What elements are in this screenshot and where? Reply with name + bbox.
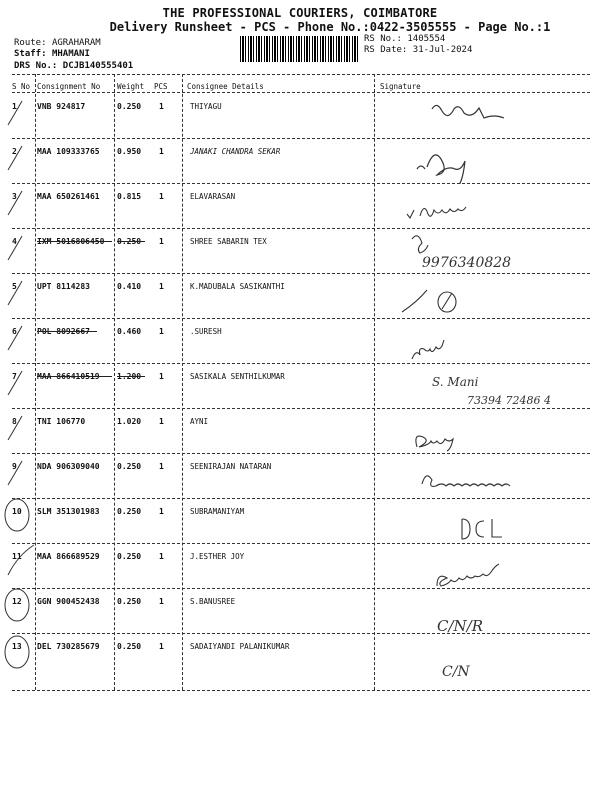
row-consignment: MAA 650261461: [37, 192, 100, 201]
table-row: [12, 94, 590, 139]
row-pcs: 1: [159, 642, 164, 651]
drs-value: DCJB140555401: [62, 61, 134, 71]
row-pcs: 1: [159, 327, 164, 336]
row-pcs: 1: [159, 597, 164, 606]
rs-date-label: RS Date:: [364, 45, 408, 55]
col-consignee: Consignee Details: [187, 82, 264, 91]
row-pcs: 1: [159, 462, 164, 471]
signature-text: C/N/R: [437, 617, 484, 634]
row-consignee: SUBRAMANIYAM: [190, 507, 245, 516]
row-weight: 0.250: [117, 642, 142, 651]
table-row: [12, 274, 590, 319]
rs-no-value: 1405554: [407, 34, 446, 44]
row-weight: 0.250: [117, 552, 142, 561]
route-label: Route:: [14, 38, 47, 48]
row-consignee: ELAVARASAN: [190, 192, 236, 201]
row-weight: 1.020: [117, 417, 142, 426]
signature-image: [392, 364, 587, 409]
row-weight: 0.250: [117, 102, 142, 111]
row-consignee: .SURESH: [190, 327, 222, 336]
row-pcs: 1: [159, 147, 164, 156]
row-weight: 0.410: [117, 282, 142, 291]
signature-image: [392, 499, 587, 544]
col-consignment: Consignment No: [37, 82, 101, 91]
row-consignee: S.BANUSREE: [190, 597, 236, 606]
row-pcs: 1: [159, 192, 164, 201]
signature-image: [392, 544, 587, 589]
row-pcs: 1: [159, 552, 164, 561]
table-row: [12, 229, 590, 274]
signature-image: [392, 589, 587, 634]
company-title: THE PROFESSIONAL COURIERS, COIMBATORE: [162, 6, 438, 20]
table-row: [12, 364, 590, 409]
row-consignee: J.ESTHER JOY: [190, 552, 245, 561]
row-sno: 8: [12, 417, 17, 426]
row-sno: 6: [12, 327, 17, 336]
table-row: [12, 319, 590, 364]
drs-line: [14, 61, 133, 71]
row-consignment: MAA 866689529: [37, 552, 100, 561]
row-consignment: MAA 109333765: [37, 147, 100, 156]
signature-image: [392, 454, 587, 499]
row-consignee: AYNI: [190, 417, 209, 426]
signature-image: [392, 94, 587, 139]
row-consignment: DEL 730285679: [37, 642, 100, 651]
signature-image: [392, 319, 587, 364]
table-row: [12, 409, 590, 454]
row-sno: 9: [12, 462, 17, 471]
col-pcs: PCS: [154, 82, 168, 91]
row-consignee: SADAIYANDI PALANIKUMAR: [190, 642, 290, 651]
signature-image: [392, 634, 587, 690]
row-weight: 0.460: [117, 327, 142, 336]
strike-through: [117, 376, 145, 377]
row-consignment: UPT 8114283: [37, 282, 90, 291]
row-consignment: VNB 924817: [37, 102, 86, 111]
rs-date-line: [364, 45, 472, 55]
signature-image: [392, 274, 587, 319]
row-weight: 0.815: [117, 192, 142, 201]
drs-label: DRS No.:: [14, 61, 58, 71]
signature-phone: 73394 72486 4: [467, 394, 551, 407]
row-weight: 0.250: [117, 462, 142, 471]
row-weight: 0.250: [117, 597, 142, 606]
table-row: [12, 589, 590, 634]
row-consignee: THIYAGU: [190, 102, 222, 111]
row-consignee: JANAKI CHANDRA SEKAR: [190, 147, 281, 156]
col-signature: Signature: [380, 82, 421, 91]
row-weight: 0.950: [117, 147, 142, 156]
route-value: AGRAHARAM: [51, 38, 101, 48]
row-pcs: 1: [159, 102, 164, 111]
row-sno: 5: [12, 282, 17, 291]
rs-no-line: [364, 34, 445, 44]
table-row: [12, 499, 590, 544]
row-consignment: TNI 106770: [37, 417, 86, 426]
row-consignment: NDA 906309040: [37, 462, 100, 471]
row-sno: 12: [12, 597, 22, 606]
route-line: [14, 38, 101, 48]
signature-image: [392, 409, 587, 454]
table-header-border: [12, 92, 590, 93]
row-pcs: 1: [159, 507, 164, 516]
table-row: [12, 544, 590, 589]
col-sno: S No: [12, 82, 31, 91]
strike-through: [117, 241, 145, 242]
table-row: [12, 139, 590, 184]
staff-line: [14, 49, 90, 59]
row-sno: 13: [12, 642, 22, 651]
table-row: [12, 634, 590, 679]
row-consignee: SEENIRAJAN NATARAN: [190, 462, 272, 471]
table-row: [12, 454, 590, 499]
table-bottom-border: [12, 690, 590, 691]
signature-image: [392, 184, 587, 229]
signature-image: [392, 229, 587, 274]
col-weight: Weight: [117, 82, 145, 91]
row-consignment: SLM 351301983: [37, 507, 100, 516]
signature-text: C/N: [442, 664, 470, 680]
barcode: [240, 36, 358, 62]
row-sno: 4: [12, 237, 17, 246]
rs-no-label: RS No.:: [364, 34, 402, 44]
row-sno: 7: [12, 372, 17, 381]
row-pcs: 1: [159, 372, 164, 381]
tick-marks: [0, 90, 50, 710]
rs-date-value: 31-Jul-2024: [412, 45, 473, 55]
signature-image: [392, 139, 587, 184]
table-row: [12, 184, 590, 229]
row-consignment: GGN 900452438: [37, 597, 100, 606]
row-sno: 2: [12, 147, 17, 156]
row-pcs: 1: [159, 417, 164, 426]
row-pcs: 1: [159, 282, 164, 291]
row-sno: 11: [12, 552, 22, 561]
row-pcs: 1: [159, 237, 164, 246]
signature-phone: 9976340828: [422, 255, 512, 271]
signature-name: S. Mani: [432, 375, 479, 389]
runsheet-subtitle: Delivery Runsheet - PCS - Phone No.:0422-3505555 - Page No.:1: [109, 20, 551, 34]
row-weight: 0.250: [117, 507, 142, 516]
staff-value: MHAMANI: [51, 49, 90, 59]
staff-label: Staff:: [14, 49, 47, 59]
row-sno: 1: [12, 102, 17, 111]
table-top-border: [12, 74, 590, 75]
row-consignee: K.MADUBALA SASIKANTHI: [190, 282, 285, 291]
row-sno: 3: [12, 192, 17, 201]
row-sno: 10: [12, 507, 22, 516]
row-consignee: SASIKALA SENTHILKUMAR: [190, 372, 285, 381]
row-consignee: SHREE SABARIN TEX: [190, 237, 267, 246]
